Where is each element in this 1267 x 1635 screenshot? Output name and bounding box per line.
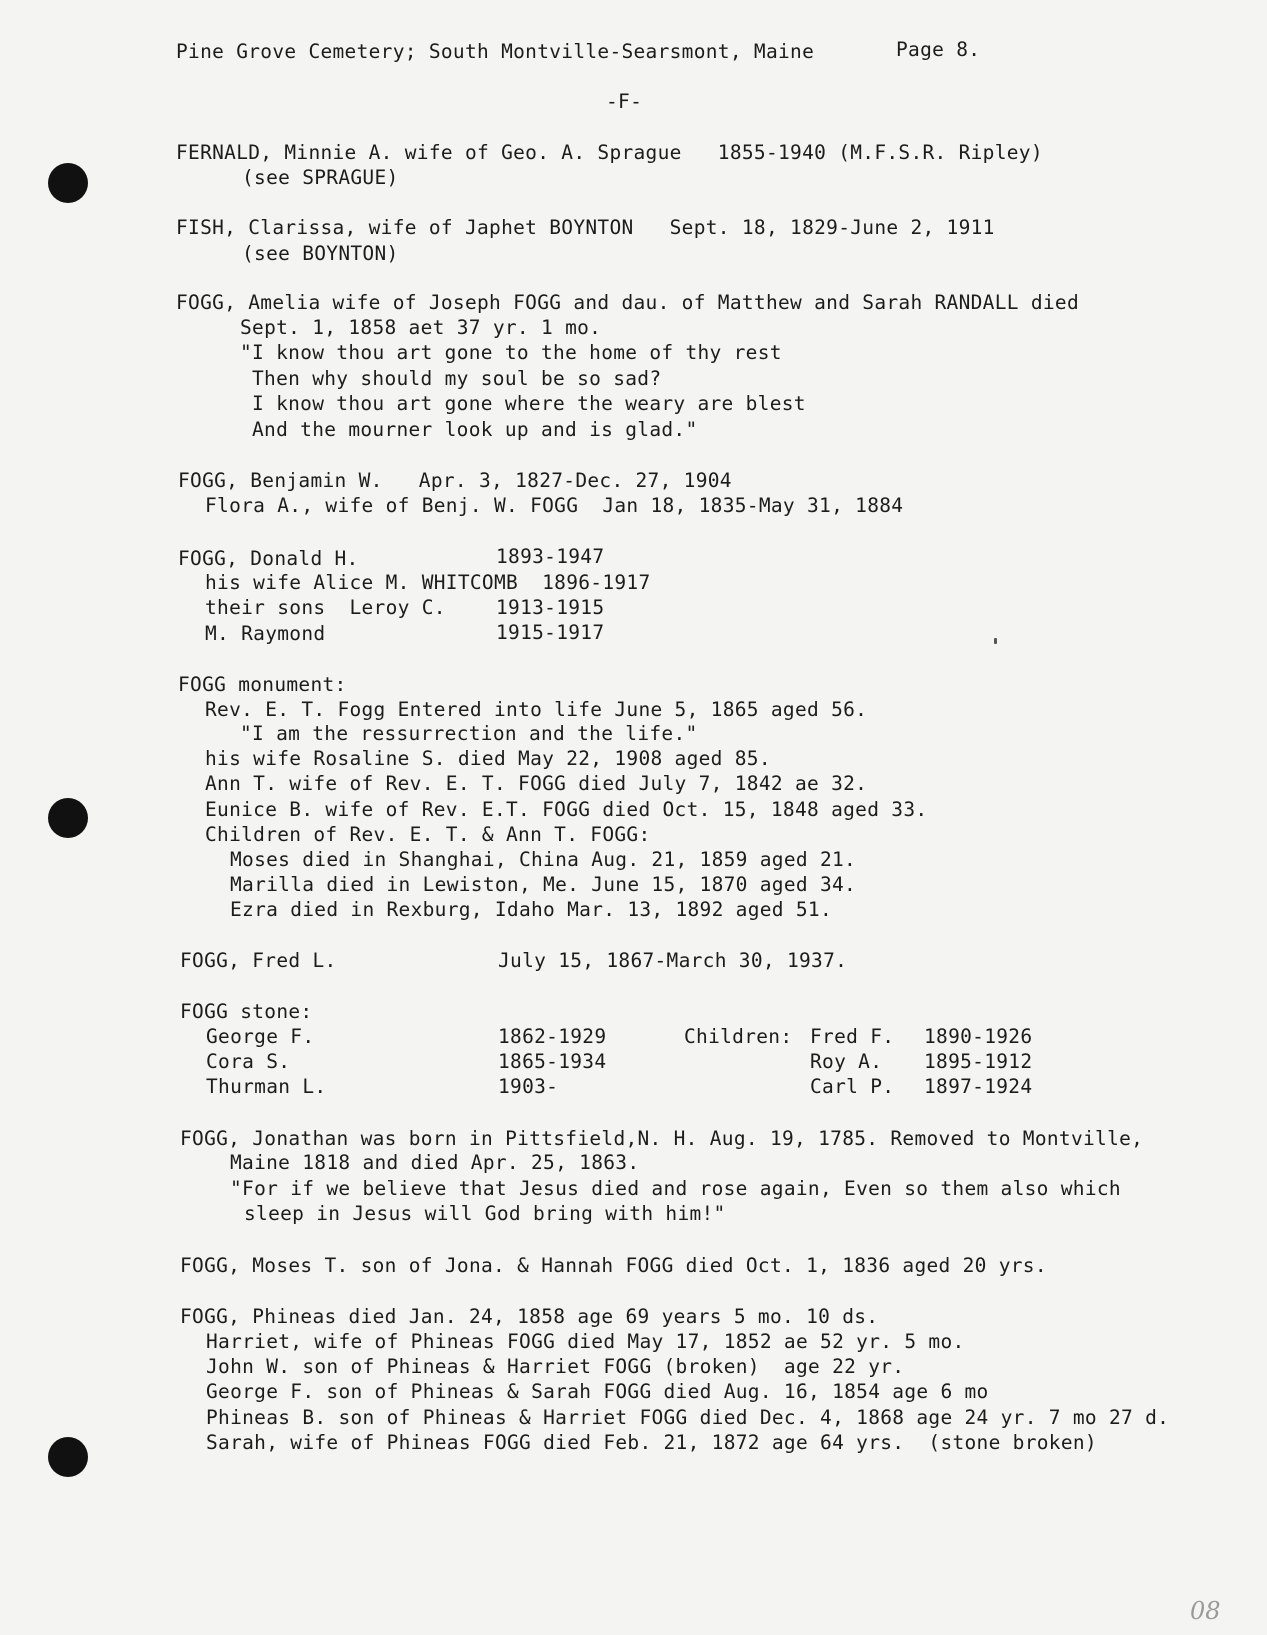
entry-line: Children of Rev. E. T. & Ann T. FOGG: <box>205 823 651 846</box>
entry-line: FERNALD, Minnie A. wife of Geo. A. Sprague 1855-1940 (M.F.S.R. Ripley) <box>176 141 1043 164</box>
child-dates: 1897-1924 <box>924 1075 1033 1098</box>
page-number: Page 8. <box>896 38 981 61</box>
entry-line: Marilla died in Lewiston, Me. June 15, 1870 aged 34. <box>230 873 857 896</box>
child-name: Roy A. <box>810 1050 883 1073</box>
entry-dates: 1893-1947 <box>496 545 605 568</box>
entry-line: Sarah, wife of Phineas FOGG died Feb. 21, 1872 age 64 yrs. (stone broken) <box>206 1431 1097 1454</box>
entry-line: FOGG, Donald H. <box>178 547 359 570</box>
entry-line: M. Raymond <box>205 622 326 645</box>
epitaph-line: sleep in Jesus will God bring with him!" <box>244 1202 726 1225</box>
entry-line: FOGG, Phineas died Jan. 24, 1858 age 69 years 5 mo. 10 ds. <box>180 1305 879 1328</box>
epitaph-line: "For if we believe that Jesus died and rose again, Even so them also which <box>230 1177 1121 1200</box>
entry-line: Phineas B. son of Phineas & Harriet FOGG died Dec. 4, 1868 age 24 yr. 7 mo 27 d. <box>206 1406 1170 1429</box>
entry-line: Sept. 1, 1858 aet 37 yr. 1 mo. <box>240 316 602 339</box>
entry-line: Ezra died in Rexburg, Idaho Mar. 13, 1892 aged 51. <box>230 898 832 921</box>
entry-line: Thurman L. <box>206 1075 327 1098</box>
entry-line: FOGG, Moses T. son of Jona. & Hannah FOGG died Oct. 1, 1836 aged 20 yrs. <box>180 1254 1047 1277</box>
entry-line: FOGG monument: <box>178 673 347 696</box>
punch-hole-middle <box>48 798 88 838</box>
entry-dates: 1865-1934 <box>498 1050 607 1073</box>
entry-line: FOGG stone: <box>180 1000 313 1023</box>
punch-hole-top <box>48 163 88 203</box>
entry-line: John W. son of Phineas & Harriet FOGG (broken) age 22 yr. <box>206 1355 905 1378</box>
section-letter: -F- <box>606 90 643 113</box>
entry-line: Rev. E. T. Fogg Entered into life June 5, 1865 aged 56. <box>205 698 868 721</box>
page-title: Pine Grove Cemetery; South Montville-Searsmont, Maine <box>176 40 815 63</box>
entry-line: Maine 1818 and died Apr. 25, 1863. <box>230 1151 640 1174</box>
entry-line: FOGG, Amelia wife of Joseph FOGG and dau. of Matthew and Sarah RANDALL died <box>176 291 1079 314</box>
entry-line: their sons Leroy C. <box>205 596 446 619</box>
entry-line: Eunice B. wife of Rev. E.T. FOGG died Oct. 15, 1848 aged 33. <box>205 798 928 821</box>
child-name: Fred F. <box>810 1025 895 1048</box>
entry-line: George F. <box>206 1025 315 1048</box>
entry-dates: 1915-1917 <box>496 621 605 644</box>
entry-line: George F. son of Phineas & Sarah FOGG died Aug. 16, 1854 age 6 mo <box>206 1380 989 1403</box>
entry-line: FOGG, Jonathan was born in Pittsfield,N. H. Aug. 19, 1785. Removed to Montville, <box>180 1127 1144 1150</box>
pencil-page-note: 08 <box>1190 1597 1221 1625</box>
entry-line: FISH, Clarissa, wife of Japhet BOYNTON Sept. 18, 1829-June 2, 1911 <box>176 216 995 239</box>
entry-line: Harriet, wife of Phineas FOGG died May 17, 1852 ae 52 yr. 5 mo. <box>206 1330 965 1353</box>
entry-line: his wife Alice M. WHITCOMB 1896-1917 <box>205 571 651 594</box>
epitaph-line: And the mourner look up and is glad." <box>252 418 698 441</box>
entry-dates: July 15, 1867-March 30, 1937. <box>498 949 848 972</box>
entry-line: FOGG, Benjamin W. Apr. 3, 1827-Dec. 27, 1904 <box>178 469 732 492</box>
epitaph-line: I know thou art gone where the weary are blest <box>252 392 806 415</box>
entry-line: (see SPRAGUE) <box>242 166 399 189</box>
entry-line: his wife Rosaline S. died May 22, 1908 aged 85. <box>205 747 771 770</box>
epitaph-line: Then why should my soul be so sad? <box>252 367 662 390</box>
ink-speck <box>994 638 997 644</box>
entry-line: Cora S. <box>206 1050 291 1073</box>
entry-line: (see BOYNTON) <box>242 242 399 265</box>
entry-dates: 1862-1929 <box>498 1025 607 1048</box>
epitaph-line: "I am the ressurrection and the life." <box>240 722 698 745</box>
entry-line: FOGG, Fred L. <box>180 949 337 972</box>
children-label: Children: <box>684 1025 793 1048</box>
entry-dates: 1913-1915 <box>496 596 605 619</box>
child-dates: 1890-1926 <box>924 1025 1033 1048</box>
epitaph-line: "I know thou art gone to the home of thy rest <box>240 341 782 364</box>
entry-line: Moses died in Shanghai, China Aug. 21, 1859 aged 21. <box>230 848 857 871</box>
entry-dates: 1903- <box>498 1075 559 1098</box>
child-dates: 1895-1912 <box>924 1050 1033 1073</box>
child-name: Carl P. <box>810 1075 895 1098</box>
entry-line: Flora A., wife of Benj. W. FOGG Jan 18, 1835-May 31, 1884 <box>205 494 904 517</box>
punch-hole-bottom <box>48 1437 88 1477</box>
entry-line: Ann T. wife of Rev. E. T. FOGG died July 7, 1842 ae 32. <box>205 772 868 795</box>
